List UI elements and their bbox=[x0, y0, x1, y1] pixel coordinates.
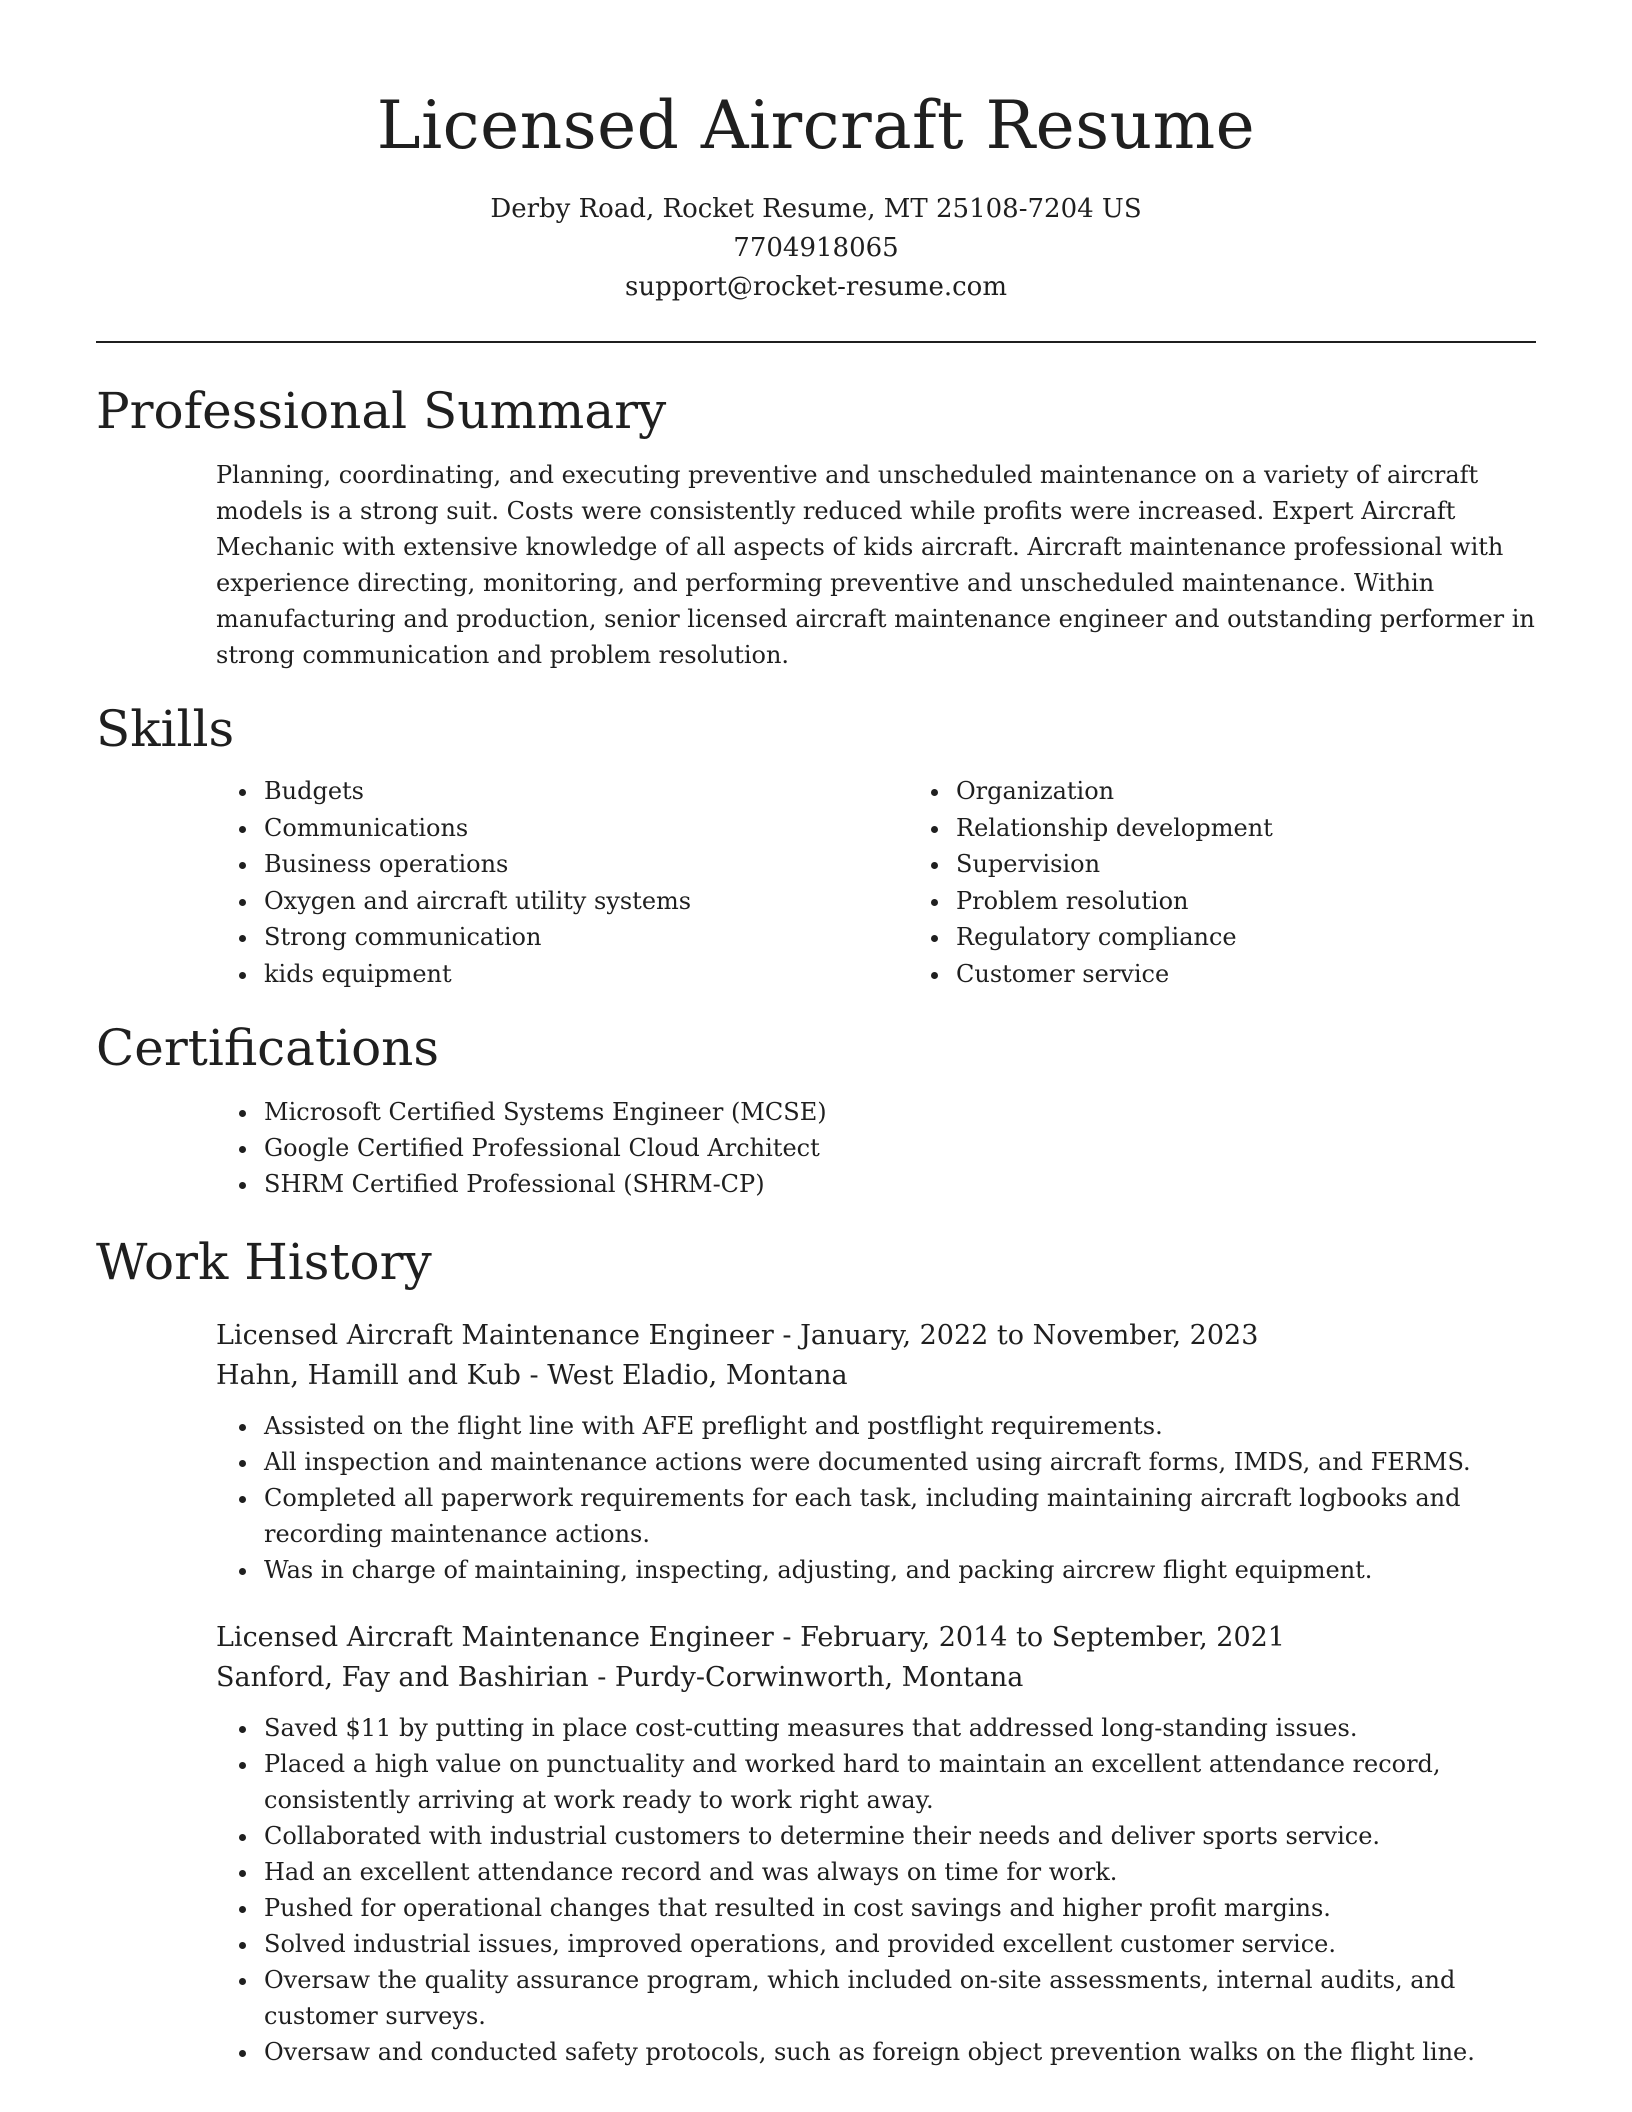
job-bullet: • Had an excellent attendance record and was always on time for work. bbox=[260, 1854, 1536, 1890]
job-bullet: • Oversaw and conducted safety protocols, such as foreign object prevention walks on the flight line. bbox=[260, 2034, 1536, 2070]
job-bullet: • Assisted on the flight line with AFE preflight and postflight requirements. bbox=[260, 1408, 1536, 1444]
skills-title: Skills bbox=[96, 700, 235, 758]
job-separator: - bbox=[588, 1662, 615, 1693]
job-bullet: • Completed all paperwork requirements for each task, including maintaining aircraft logbooks and recording maintenance actions. bbox=[260, 1480, 1536, 1552]
job-entry bbox=[216, 1618, 1536, 2070]
job-dates: January, 2022 to November, 2023 bbox=[800, 1320, 1259, 1351]
job-bullet: • Solved industrial issues, improved operations, and provided excellent customer service. bbox=[260, 1926, 1536, 1962]
job-separator: - bbox=[520, 1360, 548, 1391]
job-bullet: • Saved $11 by putting in place cost-cutting measures that addressed long-standing issues. bbox=[260, 1710, 1536, 1746]
skill-item: • Budgets bbox=[260, 773, 908, 810]
job-separator: - bbox=[773, 1320, 801, 1351]
resume-header bbox=[96, 0, 1536, 307]
skill-item: • Oxygen and aircraft utility systems bbox=[260, 883, 908, 920]
skill-item: • Communications bbox=[260, 810, 908, 847]
job-company: Sanford, Fay and Bashirian bbox=[216, 1662, 589, 1693]
job-separator: - bbox=[773, 1622, 801, 1653]
contact-block bbox=[96, 190, 1536, 307]
job-bullet: • All inspection and maintenance actions were documented using aircraft forms, IMDS, and FERMS. bbox=[260, 1444, 1536, 1480]
skill-item: • kids equipment bbox=[260, 956, 908, 993]
job-company: Hahn, Hamill and Kub bbox=[216, 1360, 521, 1391]
contact-phone: 7704918065 bbox=[733, 233, 899, 263]
summary-text: Planning, coordinating, and executing preventive and unscheduled maintenance on a variety of aircraft models is a strong suit. Costs were consistently reduced while profits were increased. Expert Aircraft Mechanic with extensive knowledge of all aspects of kids aircraft. Aircraft maintenance professional with experience directing, monitoring, and performing preventive and unscheduled maintenance. Within manufacturing and production, senior licensed aircraft maintenance engineer and outstanding performer in strong communication and problem resolution. bbox=[216, 461, 1535, 669]
job-bullet: • Oversaw the quality assurance program, which included on-site assessments, internal audits, and customer surveys. bbox=[260, 1962, 1536, 2034]
work-history-title: Work History bbox=[96, 1233, 432, 1291]
certification-item: • SHRM Certified Professional (SHRM-CP) bbox=[260, 1166, 1536, 1202]
summary-title: Professional Summary bbox=[96, 382, 667, 440]
skills-section bbox=[96, 697, 1536, 992]
skill-item: • Strong communication bbox=[260, 919, 908, 956]
certifications-list bbox=[216, 1094, 1536, 1202]
resume-name: Licensed Aircraft Resume bbox=[376, 87, 1256, 164]
skills-column-1 bbox=[216, 773, 908, 992]
contact-email: support@rocket-resume.com bbox=[624, 272, 1007, 302]
skill-item: • Business operations bbox=[260, 846, 908, 883]
certifications-title: Certifications bbox=[96, 1019, 440, 1077]
skill-item: • Organization bbox=[952, 773, 1592, 810]
skill-item: • Relationship development bbox=[952, 810, 1592, 847]
job-bullet: • Pushed for operational changes that resulted in cost savings and higher profit margins. bbox=[260, 1890, 1536, 1926]
job-location: West Eladio, Montana bbox=[547, 1360, 848, 1391]
skill-item: • Problem resolution bbox=[952, 883, 1592, 920]
job-heading bbox=[216, 1316, 1536, 1356]
work-history-section bbox=[96, 1230, 1536, 2070]
job-employer bbox=[216, 1356, 1536, 1396]
job-role: Licensed Aircraft Maintenance Engineer bbox=[216, 1320, 774, 1351]
job-location: Purdy-Corwinworth, Montana bbox=[614, 1662, 1024, 1693]
job-dates: February, 2014 to September, 2021 bbox=[800, 1622, 1285, 1653]
skills-column-2 bbox=[908, 773, 1592, 992]
job-entry bbox=[216, 1316, 1536, 1588]
job-employer bbox=[216, 1658, 1536, 1698]
job-bullet: • Was in charge of maintaining, inspecting, adjusting, and packing aircrew flight equipment. bbox=[260, 1552, 1536, 1588]
job-bullets bbox=[216, 1710, 1536, 2070]
job-role: Licensed Aircraft Maintenance Engineer bbox=[216, 1622, 774, 1653]
summary-section bbox=[96, 379, 1536, 673]
certification-item: • Google Certified Professional Cloud Architect bbox=[260, 1130, 1536, 1166]
certifications-section bbox=[96, 1016, 1536, 1202]
job-heading bbox=[216, 1618, 1536, 1658]
contact-address: Derby Road, Rocket Resume, MT 25108-7204 US bbox=[490, 194, 1142, 224]
skills-columns bbox=[216, 773, 1536, 992]
certification-item: • Microsoft Certified Systems Engineer (MCSE) bbox=[260, 1094, 1536, 1130]
job-bullet: • Collaborated with industrial customers to determine their needs and deliver sports service. bbox=[260, 1818, 1536, 1854]
job-bullet: • Placed a high value on punctuality and worked hard to maintain an excellent attendance record, consistently arriving at work ready to work right away. bbox=[260, 1746, 1536, 1818]
skill-item: • Customer service bbox=[952, 956, 1592, 993]
skill-item: • Supervision bbox=[952, 846, 1592, 883]
job-bullets bbox=[216, 1408, 1536, 1588]
skill-item: • Regulatory compliance bbox=[952, 919, 1592, 956]
header-divider bbox=[96, 341, 1536, 343]
